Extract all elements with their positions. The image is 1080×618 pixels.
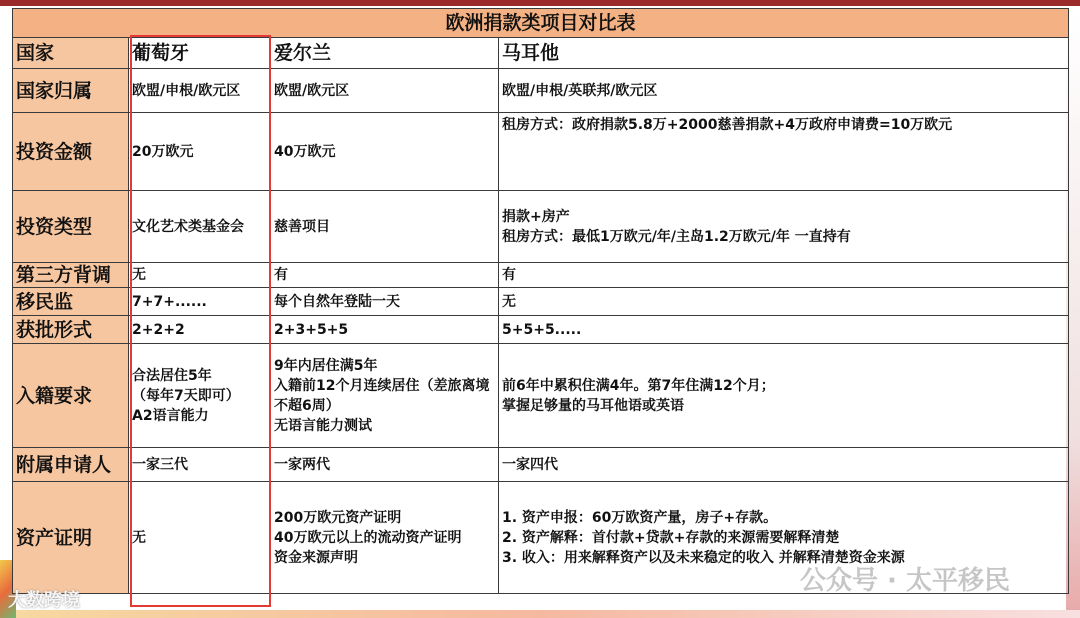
cell-line: 有 bbox=[502, 267, 516, 283]
cell-line: 租房方式：最低1万欧元/年/主岛1.2万欧元/年 一直持有 bbox=[502, 228, 851, 245]
table-cell bbox=[271, 316, 499, 344]
table-cell bbox=[499, 288, 1069, 316]
row-label: 入籍要求 bbox=[13, 344, 129, 448]
cell-line: 3. 收入：用来解释资产以及未来稳定的收入 并解释清楚资金来源 bbox=[502, 549, 905, 566]
cell-line: 2+3+5+5 bbox=[274, 321, 349, 338]
cell-line: 入籍前12个月连续居住（差旅离境不超6周） bbox=[274, 377, 490, 414]
cell-line: 每个自然年登陆一天 bbox=[274, 293, 400, 310]
header-portugal: 葡萄牙 bbox=[129, 38, 271, 69]
header-malta: 马耳他 bbox=[499, 38, 1069, 69]
row-label: 资产证明 bbox=[13, 482, 129, 594]
cell-line: 欧盟/欧元区 bbox=[274, 82, 350, 99]
table-cell bbox=[499, 113, 1069, 191]
cell-line: 文化艺术类基金会 bbox=[132, 218, 244, 235]
table-cell bbox=[271, 448, 499, 482]
header-country: 国家 bbox=[13, 38, 129, 69]
table-cell bbox=[129, 288, 271, 316]
cell-line: 7+7+...... bbox=[132, 293, 207, 310]
table-row bbox=[13, 288, 1069, 316]
table-cell bbox=[271, 69, 499, 113]
table-cell bbox=[499, 263, 1069, 288]
table-title: 欧洲捐款类项目对比表 bbox=[13, 9, 1069, 38]
row-label: 投资类型 bbox=[13, 191, 129, 263]
table-row bbox=[13, 69, 1069, 113]
row-label: 获批形式 bbox=[13, 316, 129, 344]
row-label: 投资金额 bbox=[13, 113, 129, 191]
watermark-left: 大数跨境 bbox=[8, 590, 80, 611]
table-row bbox=[13, 344, 1069, 448]
table-cell bbox=[271, 113, 499, 191]
table-row bbox=[13, 316, 1069, 344]
header-row bbox=[13, 38, 1069, 69]
cell-line: 5+5+5..... bbox=[502, 321, 582, 338]
table-cell bbox=[271, 482, 499, 594]
cell-line: 有 bbox=[274, 267, 288, 283]
table-cell bbox=[129, 344, 271, 448]
row-label: 附属申请人 bbox=[13, 448, 129, 482]
cell-line: A2语言能力 bbox=[132, 407, 209, 424]
cell-line: 慈善项目 bbox=[274, 218, 330, 235]
table-row bbox=[13, 113, 1069, 191]
cell-line: 合法居住5年 bbox=[132, 367, 212, 384]
table-cell bbox=[499, 69, 1069, 113]
title-row bbox=[13, 9, 1069, 38]
cell-line: 40万欧元 bbox=[274, 143, 336, 160]
table-cell bbox=[129, 448, 271, 482]
table-cell bbox=[499, 191, 1069, 263]
row-label: 第三方背调 bbox=[13, 263, 129, 288]
row-label: 国家归属 bbox=[13, 69, 129, 113]
cell-line: 掌握足够量的马耳他语或英语 bbox=[502, 397, 684, 414]
cell-line: 一家三代 bbox=[132, 456, 188, 473]
watermark-right: 公众号 · 太平移民 bbox=[800, 566, 1010, 596]
cell-line: 欧盟/申根/欧元区 bbox=[132, 82, 241, 99]
table-row bbox=[13, 448, 1069, 482]
cell-line: 20万欧元 bbox=[132, 143, 194, 160]
header-ireland: 爱尔兰 bbox=[271, 38, 499, 69]
cell-line: 前6年中累积住满4年。第7年住满12个月； bbox=[502, 377, 775, 394]
cell-line: 200万欧元资产证明 bbox=[274, 509, 402, 526]
table-cell bbox=[129, 191, 271, 263]
cell-line: 无 bbox=[132, 267, 146, 283]
top-accent-bar bbox=[0, 0, 1080, 6]
cell-line: 无 bbox=[132, 529, 146, 546]
cell-line: 资金来源声明 bbox=[274, 549, 358, 566]
cell-line: 无语言能力测试 bbox=[274, 417, 372, 434]
cell-line: 2+2+2 bbox=[132, 321, 185, 338]
table-cell bbox=[129, 316, 271, 344]
row-label: 移民监 bbox=[13, 288, 129, 316]
bottom-edge-decoration bbox=[0, 610, 1080, 618]
table-cell bbox=[499, 344, 1069, 448]
cell-line: 2. 资产解释：首付款+贷款+存款的来源需要解释清楚 bbox=[502, 529, 840, 546]
table-cell bbox=[271, 344, 499, 448]
cell-line: 捐款+房产 bbox=[502, 208, 570, 225]
comparison-table-container bbox=[12, 8, 1068, 594]
cell-line: 租房方式：政府捐款5.8万+2000慈善捐款+4万政府申请费=10万欧元 bbox=[502, 117, 953, 133]
table-cell bbox=[129, 113, 271, 191]
cell-line: 1. 资产申报：60万欧资产量，房子+存款。 bbox=[502, 509, 778, 526]
table-cell bbox=[271, 288, 499, 316]
table-cell bbox=[129, 69, 271, 113]
cell-line: 40万欧元以上的流动资产证明 bbox=[274, 529, 462, 546]
cell-line: 一家四代 bbox=[502, 456, 558, 473]
cell-line: 无 bbox=[502, 293, 516, 310]
table-cell bbox=[129, 263, 271, 288]
table-row bbox=[13, 263, 1069, 288]
table-cell bbox=[499, 316, 1069, 344]
comparison-table bbox=[12, 8, 1069, 594]
cell-line: 9年内居住满5年 bbox=[274, 357, 378, 374]
cell-line: 一家两代 bbox=[274, 456, 330, 473]
cell-line: （每年7天即可） bbox=[132, 387, 240, 404]
table-cell bbox=[129, 482, 271, 594]
table-cell bbox=[271, 263, 499, 288]
cell-line: 欧盟/申根/英联邦/欧元区 bbox=[502, 82, 658, 99]
table-cell bbox=[271, 191, 499, 263]
table-cell bbox=[499, 448, 1069, 482]
table-row bbox=[13, 191, 1069, 263]
